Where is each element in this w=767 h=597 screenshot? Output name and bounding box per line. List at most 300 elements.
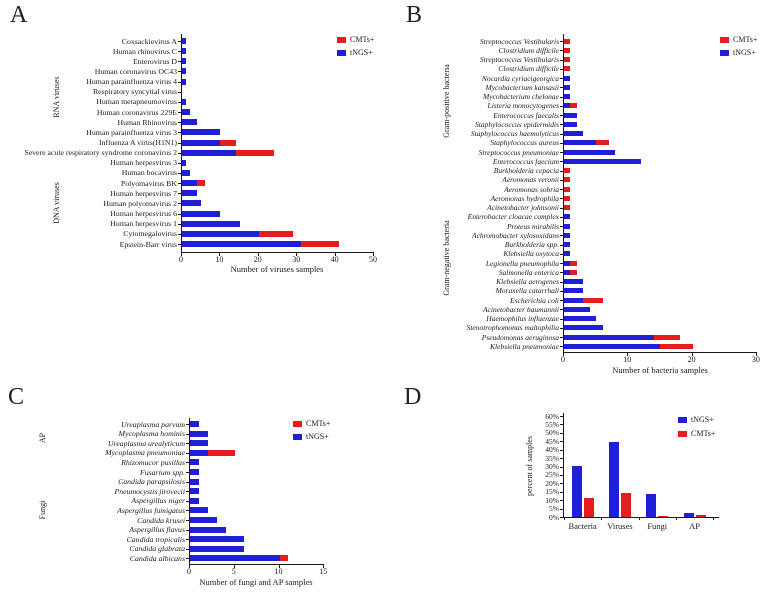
legend-label: CMTs+	[350, 35, 375, 44]
x-tick-label: 5	[231, 567, 236, 576]
category-label: Klebsiella oxytoca	[503, 249, 559, 259]
bar-segment-tngs	[564, 131, 583, 136]
category-label: Coxsackievirus A	[121, 36, 177, 46]
y-axis-tick	[560, 509, 563, 510]
y-tick-label: 0%	[549, 512, 559, 522]
category-label: Streptococcus Vestibularis	[479, 55, 559, 64]
group-label: Gram-negative bacteria	[441, 220, 451, 297]
category-label: Rhizomucor pusillus	[121, 457, 185, 467]
y-axis-line	[563, 413, 564, 518]
category-label: Fusarium spp.	[139, 467, 185, 477]
y-axis-tick	[560, 441, 563, 442]
category-tick	[560, 161, 563, 162]
bar-segment-tngs	[564, 159, 641, 164]
x-tick-label: 10	[274, 567, 283, 576]
bar-segment-tngs	[564, 76, 570, 81]
bar-segment-tngs	[182, 211, 220, 217]
category-tick	[186, 510, 189, 511]
x-tick-label: 30	[751, 355, 760, 364]
category-label: Human coronavirus OC43	[94, 66, 177, 76]
group-label: Gram-positive bacteria	[441, 64, 451, 138]
category-tick	[560, 180, 563, 181]
bar-cmts	[658, 516, 668, 517]
category-label: Nocardia cyriacigeorgica	[481, 73, 559, 83]
category-tick	[560, 60, 563, 61]
category-label: Pneumocystis jirovecii	[114, 486, 185, 496]
category-tick	[186, 530, 189, 531]
bar-segment-cmts	[596, 140, 609, 145]
category-label: Human parainfluenza virus 3	[86, 127, 177, 137]
legend-label: CMTs+	[691, 429, 716, 438]
y-tick-label: 10%	[545, 495, 559, 505]
y-tick-label: 5%	[549, 504, 559, 514]
bar-segment-tngs	[182, 38, 186, 44]
category-tick	[560, 97, 563, 98]
category-label: Human Rhinovirus	[117, 117, 177, 127]
category-tick	[560, 254, 563, 255]
category-label: Clostridium difficile	[498, 64, 559, 74]
category-label: Proteus mirabilis	[506, 221, 559, 231]
category-tick	[560, 198, 563, 199]
category-tick	[186, 482, 189, 483]
y-axis-tick	[560, 517, 563, 518]
bar-segment-tngs	[564, 316, 596, 321]
bar-segment-tngs	[182, 58, 186, 64]
bar-segment-cmts	[220, 140, 235, 146]
category-tick	[178, 102, 181, 103]
category-tick	[178, 153, 181, 154]
x-axis-title: Number of viruses samples	[230, 264, 324, 274]
bar-segment-cmts	[564, 196, 570, 201]
category-label: Human rhinovirus C	[112, 46, 177, 56]
category-label: Enterovirus D	[133, 56, 177, 66]
category-label: AP	[689, 521, 700, 531]
y-axis-tick	[560, 492, 563, 493]
x-tick-label: 20	[687, 355, 696, 364]
bar-segment-tngs	[564, 214, 570, 219]
legend-swatch-tngs	[293, 434, 302, 440]
y-tick-label: 50%	[545, 428, 559, 438]
x-tick-label: 40	[330, 255, 339, 264]
category-label: Streptococcus Vestibularis	[479, 36, 559, 46]
category-label: Candida krusei	[137, 515, 185, 525]
category-label: Human metapneumovirus	[96, 97, 177, 107]
category-label: Mycobacterium kansasii	[485, 82, 559, 92]
bar-segment-cmts	[564, 168, 570, 173]
bar-cmts	[696, 515, 706, 517]
bar-segment-tngs	[190, 469, 199, 475]
bar-segment-tngs	[564, 344, 660, 349]
bar-segment-tngs	[564, 325, 603, 330]
category-tick	[560, 134, 563, 135]
bar-segment-tngs	[190, 459, 199, 465]
bar-segment-tngs	[182, 129, 220, 135]
bar-segment-cmts	[197, 180, 205, 186]
category-tick	[560, 124, 563, 125]
legend-swatch-tngs	[678, 417, 687, 423]
x-axis-tick	[639, 517, 640, 520]
bar-segment-tngs	[190, 488, 199, 494]
bar-segment-tngs	[190, 498, 199, 504]
category-label: Candida albicans	[129, 553, 185, 563]
value-axis-line	[189, 564, 324, 565]
category-tick	[186, 558, 189, 559]
bar-segment-cmts	[570, 261, 576, 266]
y-tick-label: 25%	[545, 470, 559, 480]
category-tick	[178, 122, 181, 123]
value-axis-line	[563, 352, 757, 353]
bar-segment-cmts	[236, 150, 274, 156]
category-label: Staphylococcus epidermidis	[475, 119, 559, 129]
bar-segment-cmts	[208, 450, 235, 456]
panel-letter-a: A	[10, 2, 28, 28]
category-label: Human parainfluenza virus 4	[86, 77, 177, 87]
bar-segment-tngs	[182, 170, 190, 176]
category-tick	[560, 217, 563, 218]
x-tick-label: 50	[369, 255, 377, 264]
category-tick	[178, 234, 181, 235]
category-tick	[560, 235, 563, 236]
category-tick	[186, 501, 189, 502]
legend-label: tNGS+	[691, 415, 714, 424]
category-tick	[178, 193, 181, 194]
bar-segment-cmts	[564, 177, 570, 182]
bar-segment-tngs	[564, 335, 654, 340]
category-tick	[178, 51, 181, 52]
category-tick	[560, 272, 563, 273]
category-label: Escherichia coli	[510, 295, 559, 305]
y-axis-tick	[560, 467, 563, 468]
category-label: Acinetobacter johnsonii	[487, 203, 559, 212]
bar-segment-tngs	[564, 233, 570, 238]
bar-segment-cmts	[564, 48, 570, 53]
legend-swatch-tngs	[337, 50, 346, 56]
category-label: Ureaplasma parvum	[120, 419, 185, 429]
category-label: Aspergillus fumigatus	[117, 505, 185, 515]
category-label: Haemophilus influenzae	[486, 314, 559, 323]
bar-segment-tngs	[182, 221, 240, 227]
category-tick	[178, 163, 181, 164]
category-tick	[560, 328, 563, 329]
legend-swatch-tngs	[720, 50, 729, 56]
category-label: Human herpesvirus 6	[110, 209, 177, 219]
legend-label: CMTs+	[733, 35, 758, 44]
category-tick	[186, 424, 189, 425]
category-tick	[178, 41, 181, 42]
y-axis-tick	[560, 500, 563, 501]
category-label: Epstein-Barr virus	[119, 239, 177, 249]
category-label: Achromobacter xylosoxidans	[472, 230, 559, 240]
legend-swatch-cmts	[293, 421, 302, 427]
bar-segment-tngs	[190, 431, 208, 437]
category-label: Candida tropicalis	[126, 534, 185, 544]
category-tick	[560, 263, 563, 264]
category-label: Enterococcus faecium	[492, 156, 559, 166]
category-label: Human polyomavirus 2	[103, 198, 177, 208]
bar-segment-tngs	[182, 241, 301, 247]
bar-segment-tngs	[190, 536, 244, 542]
category-tick	[560, 226, 563, 227]
category-tick	[178, 183, 181, 184]
category-tick	[560, 115, 563, 116]
category-tick	[560, 245, 563, 246]
category-label: Human herpesvirus 1	[110, 219, 177, 229]
y-axis-tick	[560, 424, 563, 425]
category-tick	[560, 309, 563, 310]
category-label: Klebsiella aerogenes	[496, 277, 559, 286]
category-tick	[186, 453, 189, 454]
bar-segment-tngs	[190, 440, 208, 446]
y-tick-label: 35%	[545, 453, 559, 463]
x-axis-title: Number of bacteria samples	[612, 365, 708, 375]
category-label: Human coronavirus 229E	[96, 107, 177, 117]
y-axis-tick	[560, 433, 563, 434]
bar-tngs	[684, 513, 694, 517]
category-tick	[186, 462, 189, 463]
bar-segment-tngs	[564, 307, 590, 312]
bar-segment-tngs	[182, 109, 190, 115]
bar-cmts	[621, 493, 631, 517]
bar-segment-cmts	[564, 39, 570, 44]
category-label: Salmonella enterica	[498, 267, 559, 277]
group-label: Fungi	[37, 501, 47, 520]
bar-segment-cmts	[564, 57, 570, 62]
bar-segment-tngs	[564, 94, 570, 99]
y-axis-tick	[560, 483, 563, 484]
bar-segment-tngs	[190, 546, 244, 552]
x-tick-label: 30	[292, 255, 301, 264]
bar-segment-cmts	[280, 555, 289, 561]
category-tick	[560, 69, 563, 70]
x-axis-title: Number of fungi and AP samples	[199, 577, 313, 587]
category-tick	[178, 173, 181, 174]
category-label: Streptococcus pneumoniae	[478, 147, 559, 157]
category-label: Human herpesvirus 3	[110, 158, 177, 168]
category-tick	[178, 82, 181, 83]
bar-segment-cmts	[564, 66, 570, 71]
legend-label: tNGS+	[733, 48, 756, 57]
bar-segment-cmts	[583, 298, 602, 303]
category-label: Mycobacterium chelonae	[482, 92, 559, 101]
legend-label: tNGS+	[350, 48, 373, 57]
category-tick	[178, 244, 181, 245]
x-tick-label: 20	[253, 255, 262, 264]
y-tick-label: 55%	[545, 419, 559, 429]
bar-segment-tngs	[190, 527, 226, 533]
category-label: Staphylococcus haemolyticus	[470, 129, 559, 138]
group-label: RNA viruses	[51, 76, 61, 118]
bar-segment-tngs	[182, 180, 197, 186]
bar-segment-tngs	[564, 298, 583, 303]
legend-swatch-cmts	[720, 37, 729, 43]
y-axis-tick	[560, 416, 563, 417]
category-label: Enterococcus faecalis	[493, 110, 559, 120]
x-tick-label: 10	[623, 355, 632, 364]
x-tick-label: 0	[187, 567, 191, 576]
bar-segment-tngs	[190, 421, 199, 427]
bar-segment-tngs	[564, 85, 570, 90]
category-label: Candida parapsilosis	[118, 477, 185, 487]
group-label: AP	[37, 433, 47, 444]
category-tick	[560, 189, 563, 190]
panel-letter-b: B	[406, 2, 423, 28]
bar-cmts	[584, 498, 594, 517]
x-tick-label: 15	[319, 567, 328, 576]
category-tick	[560, 282, 563, 283]
category-label: Enterobacter cloacae complex	[467, 212, 559, 222]
bar-segment-tngs	[190, 555, 280, 561]
bar-segment-tngs	[182, 68, 186, 74]
category-label: Fungi	[647, 521, 668, 531]
category-tick	[186, 520, 189, 521]
category-label: Legionella pneumophila	[485, 258, 559, 268]
category-tick	[178, 224, 181, 225]
category-label: Aeromonas sobria	[504, 184, 559, 194]
bar-segment-tngs	[564, 122, 577, 127]
x-tick-label: 0	[561, 355, 565, 364]
y-tick-label: 30%	[545, 462, 559, 471]
category-tick	[560, 291, 563, 292]
category-label: Mycoplasma pneumoniae	[105, 448, 185, 458]
category-label: Cytomegalovirus	[123, 229, 177, 239]
category-label: Stenotrophomonas maltophilia	[466, 323, 559, 333]
category-tick	[560, 208, 563, 209]
bar-segment-cmts	[564, 205, 570, 210]
bar-segment-tngs	[182, 119, 197, 125]
legend-swatch-cmts	[337, 37, 346, 43]
category-label: Severe acute respiratory syndrome coronavirus 2	[24, 148, 177, 158]
bar-segment-tngs	[564, 113, 577, 118]
bar-segment-tngs	[190, 479, 199, 485]
panel-letter-c: C	[8, 384, 25, 410]
category-tick	[186, 434, 189, 435]
category-label: Ureaplasma urealyticum	[107, 438, 185, 448]
bar-segment-cmts	[564, 187, 570, 192]
bar-segment-cmts	[654, 335, 680, 340]
bar-segment-cmts	[660, 344, 692, 349]
y-tick-label: 40%	[545, 445, 559, 455]
category-tick	[178, 132, 181, 133]
y-tick-label: 45%	[545, 436, 559, 446]
x-axis-tick	[564, 517, 565, 520]
bar-segment-tngs	[190, 507, 208, 513]
category-tick	[186, 472, 189, 473]
bar-segment-tngs	[564, 251, 570, 256]
category-label: Polyomavirus BK	[120, 178, 177, 188]
category-label: Viruses	[607, 521, 633, 531]
bar-segment-tngs	[182, 79, 186, 85]
category-label: Clostridium difficile	[498, 45, 559, 55]
legend-swatch-cmts	[678, 431, 687, 437]
category-label: Burkholderia cepacia	[493, 166, 559, 175]
category-label: Aspergillus niger	[131, 496, 185, 506]
bar-segment-cmts	[259, 231, 294, 237]
bar-segment-tngs	[564, 150, 615, 155]
category-label: Respiratory syncytial virus	[92, 87, 177, 97]
category-tick	[560, 300, 563, 301]
x-tick-label: 10	[215, 255, 224, 264]
value-axis-line	[181, 252, 374, 253]
category-label: Pseudomonas aeruginosa	[481, 332, 559, 342]
category-label: Aeromonas veronii	[502, 175, 559, 185]
group-label: DNA viruses	[51, 182, 61, 225]
x-axis-line	[563, 517, 719, 518]
category-tick	[560, 106, 563, 107]
category-tick	[560, 346, 563, 347]
category-tick	[560, 41, 563, 42]
legend-label: tNGS+	[306, 432, 329, 441]
bar-tngs	[609, 442, 619, 517]
category-label: Influenza A virus(H1N1)	[99, 138, 177, 147]
category-label: Klebsiella pneumoniae	[490, 341, 559, 351]
bar-segment-tngs	[564, 279, 583, 284]
y-axis-title: percent of samples	[524, 436, 534, 496]
bar-segment-tngs	[182, 48, 186, 54]
category-tick	[178, 214, 181, 215]
category-label: Mycoplasma hominis	[118, 429, 185, 439]
bar-segment-tngs	[190, 450, 208, 456]
category-tick	[178, 71, 181, 72]
category-tick	[186, 549, 189, 550]
bar-segment-tngs	[190, 517, 217, 523]
x-axis-tick	[601, 517, 602, 520]
category-label: Bacteria	[568, 521, 597, 531]
bar-segment-tngs	[182, 200, 201, 206]
bar-segment-tngs	[564, 140, 596, 145]
bar-segment-tngs	[182, 190, 197, 196]
category-label: Acinetobacter baumannii	[482, 304, 559, 314]
category-label: Human bocavirus	[121, 168, 177, 178]
bar-segment-tngs	[182, 99, 186, 105]
bar-segment-cmts	[570, 103, 576, 108]
bar-tngs	[646, 494, 656, 517]
category-tick	[560, 50, 563, 51]
y-tick-label: 60%	[545, 411, 559, 421]
category-label: Burkholderia spp.	[504, 240, 559, 249]
bar-segment-cmts	[301, 241, 339, 247]
y-tick-label: 15%	[545, 487, 559, 497]
bar-segment-tngs	[182, 231, 259, 237]
category-label: Staphylococcus aureus	[490, 138, 559, 148]
bar-segment-tngs	[182, 150, 236, 156]
category-label: Candida glabrata	[129, 544, 185, 554]
panel-letter-d: D	[404, 384, 422, 410]
category-label: Aspergillus flavus	[129, 525, 185, 535]
category-tick	[560, 319, 563, 320]
category-label: Moraxella catarrhali	[495, 286, 559, 296]
category-tick	[178, 92, 181, 93]
y-axis-tick	[560, 458, 563, 459]
legend-label: CMTs+	[306, 419, 331, 428]
category-tick	[560, 87, 563, 88]
category-tick	[560, 337, 563, 338]
category-tick	[178, 143, 181, 144]
category-tick	[560, 152, 563, 153]
category-tick	[178, 61, 181, 62]
category-tick	[560, 78, 563, 79]
bar-segment-cmts	[570, 270, 576, 275]
category-tick	[560, 143, 563, 144]
x-axis-tick	[713, 517, 714, 520]
category-tick	[186, 491, 189, 492]
category-tick	[178, 112, 181, 113]
category-label: Aeromonas hydrophila	[490, 193, 559, 203]
x-tick-label: 0	[179, 255, 183, 264]
y-axis-tick	[560, 475, 563, 476]
category-tick	[186, 443, 189, 444]
category-tick	[186, 539, 189, 540]
bar-tngs	[572, 466, 582, 517]
